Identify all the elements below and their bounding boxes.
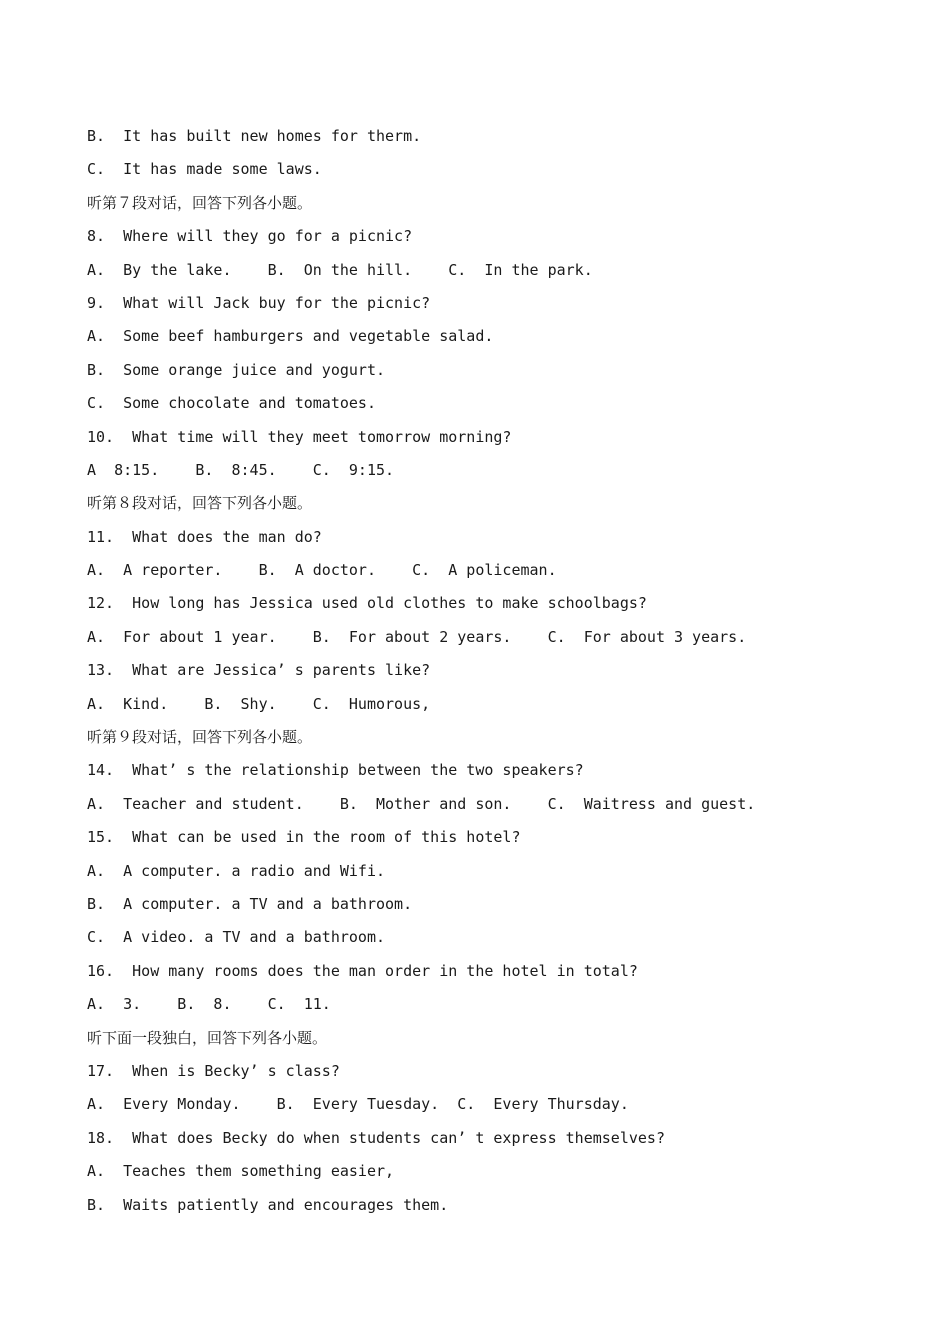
answer-options-line: A. Every Monday. B. Every Tuesday. C. Every Thursday. [87, 1095, 629, 1114]
question-line: 9. What will Jack buy for the picnic? [87, 293, 431, 312]
answer-option-line: B. Some orange juice and yogurt. [87, 360, 386, 379]
answer-option-line: A. A computer. a radio and Wifi. [87, 861, 386, 880]
answer-options-line: A. A reporter. B. A doctor. C. A policeman. [87, 561, 557, 580]
answer-option-line: A. Some beef hamburgers and vegetable salad. [87, 327, 494, 346]
question-line: 16. How many rooms does the man order in the hotel in total? [87, 961, 638, 980]
answer-option-line: A. Teaches them something easier, [87, 1162, 395, 1181]
answer-options-line: A. By the lake. B. On the hill. C. In the park. [87, 260, 593, 279]
answer-options-line: A 8:15. B. 8:45. C. 9:15. [87, 460, 395, 479]
answer-option-line: B. It has built new homes for therm. [87, 127, 422, 145]
answer-option-line: C. It has made some laws. [87, 160, 322, 179]
answer-option-line: C. Some chocolate and tomatoes. [87, 394, 376, 413]
question-line: 13. What are Jessica’ s parents like? [87, 661, 431, 680]
question-line: 17. When is Becky’ s class? [87, 1061, 340, 1080]
answer-option-line: B. A computer. a TV and a bathroom. [87, 894, 413, 913]
section-instruction: 听第８段对话，回答下列各小题。 [87, 494, 313, 513]
answer-options-line: A. Kind. B. Shy. C. Humorous, [87, 694, 431, 713]
section-instruction: 听下面一段独白，回答下列各小题。 [87, 1028, 328, 1047]
question-text-block [87, 120, 907, 1222]
answer-option-line: B. Waits patiently and encourages them. [87, 1195, 449, 1214]
answer-options-line: A. Teacher and student. B. Mother and son. C. Waitress and guest. [87, 794, 756, 813]
question-line: 14. What’ s the relationship between the two speakers? [87, 761, 584, 780]
question-line: 12. How long has Jessica used old clothes to make schoolbags? [87, 594, 647, 613]
answer-options-line: A. 3. B. 8. C. 11. [87, 995, 331, 1014]
question-line: 18. What does Becky do when students can’ t express themselves? [87, 1128, 665, 1147]
question-line: 11. What does the man do? [87, 527, 322, 546]
question-line: 10. What time will they meet tomorrow morning? [87, 427, 512, 446]
section-instruction: 听第７段对话，回答下列各小题。 [87, 193, 313, 212]
answer-option-line: C. A video. a TV and a bathroom. [87, 928, 386, 947]
question-line: 8. Where will they go for a picnic? [87, 227, 413, 246]
section-instruction: 听第９段对话，回答下列各小题。 [87, 728, 313, 747]
answer-options-line: A. For about 1 year. B. For about 2 years. C. For about 3 years. [87, 627, 747, 646]
question-line: 15. What can be used in the room of this hotel? [87, 828, 521, 847]
